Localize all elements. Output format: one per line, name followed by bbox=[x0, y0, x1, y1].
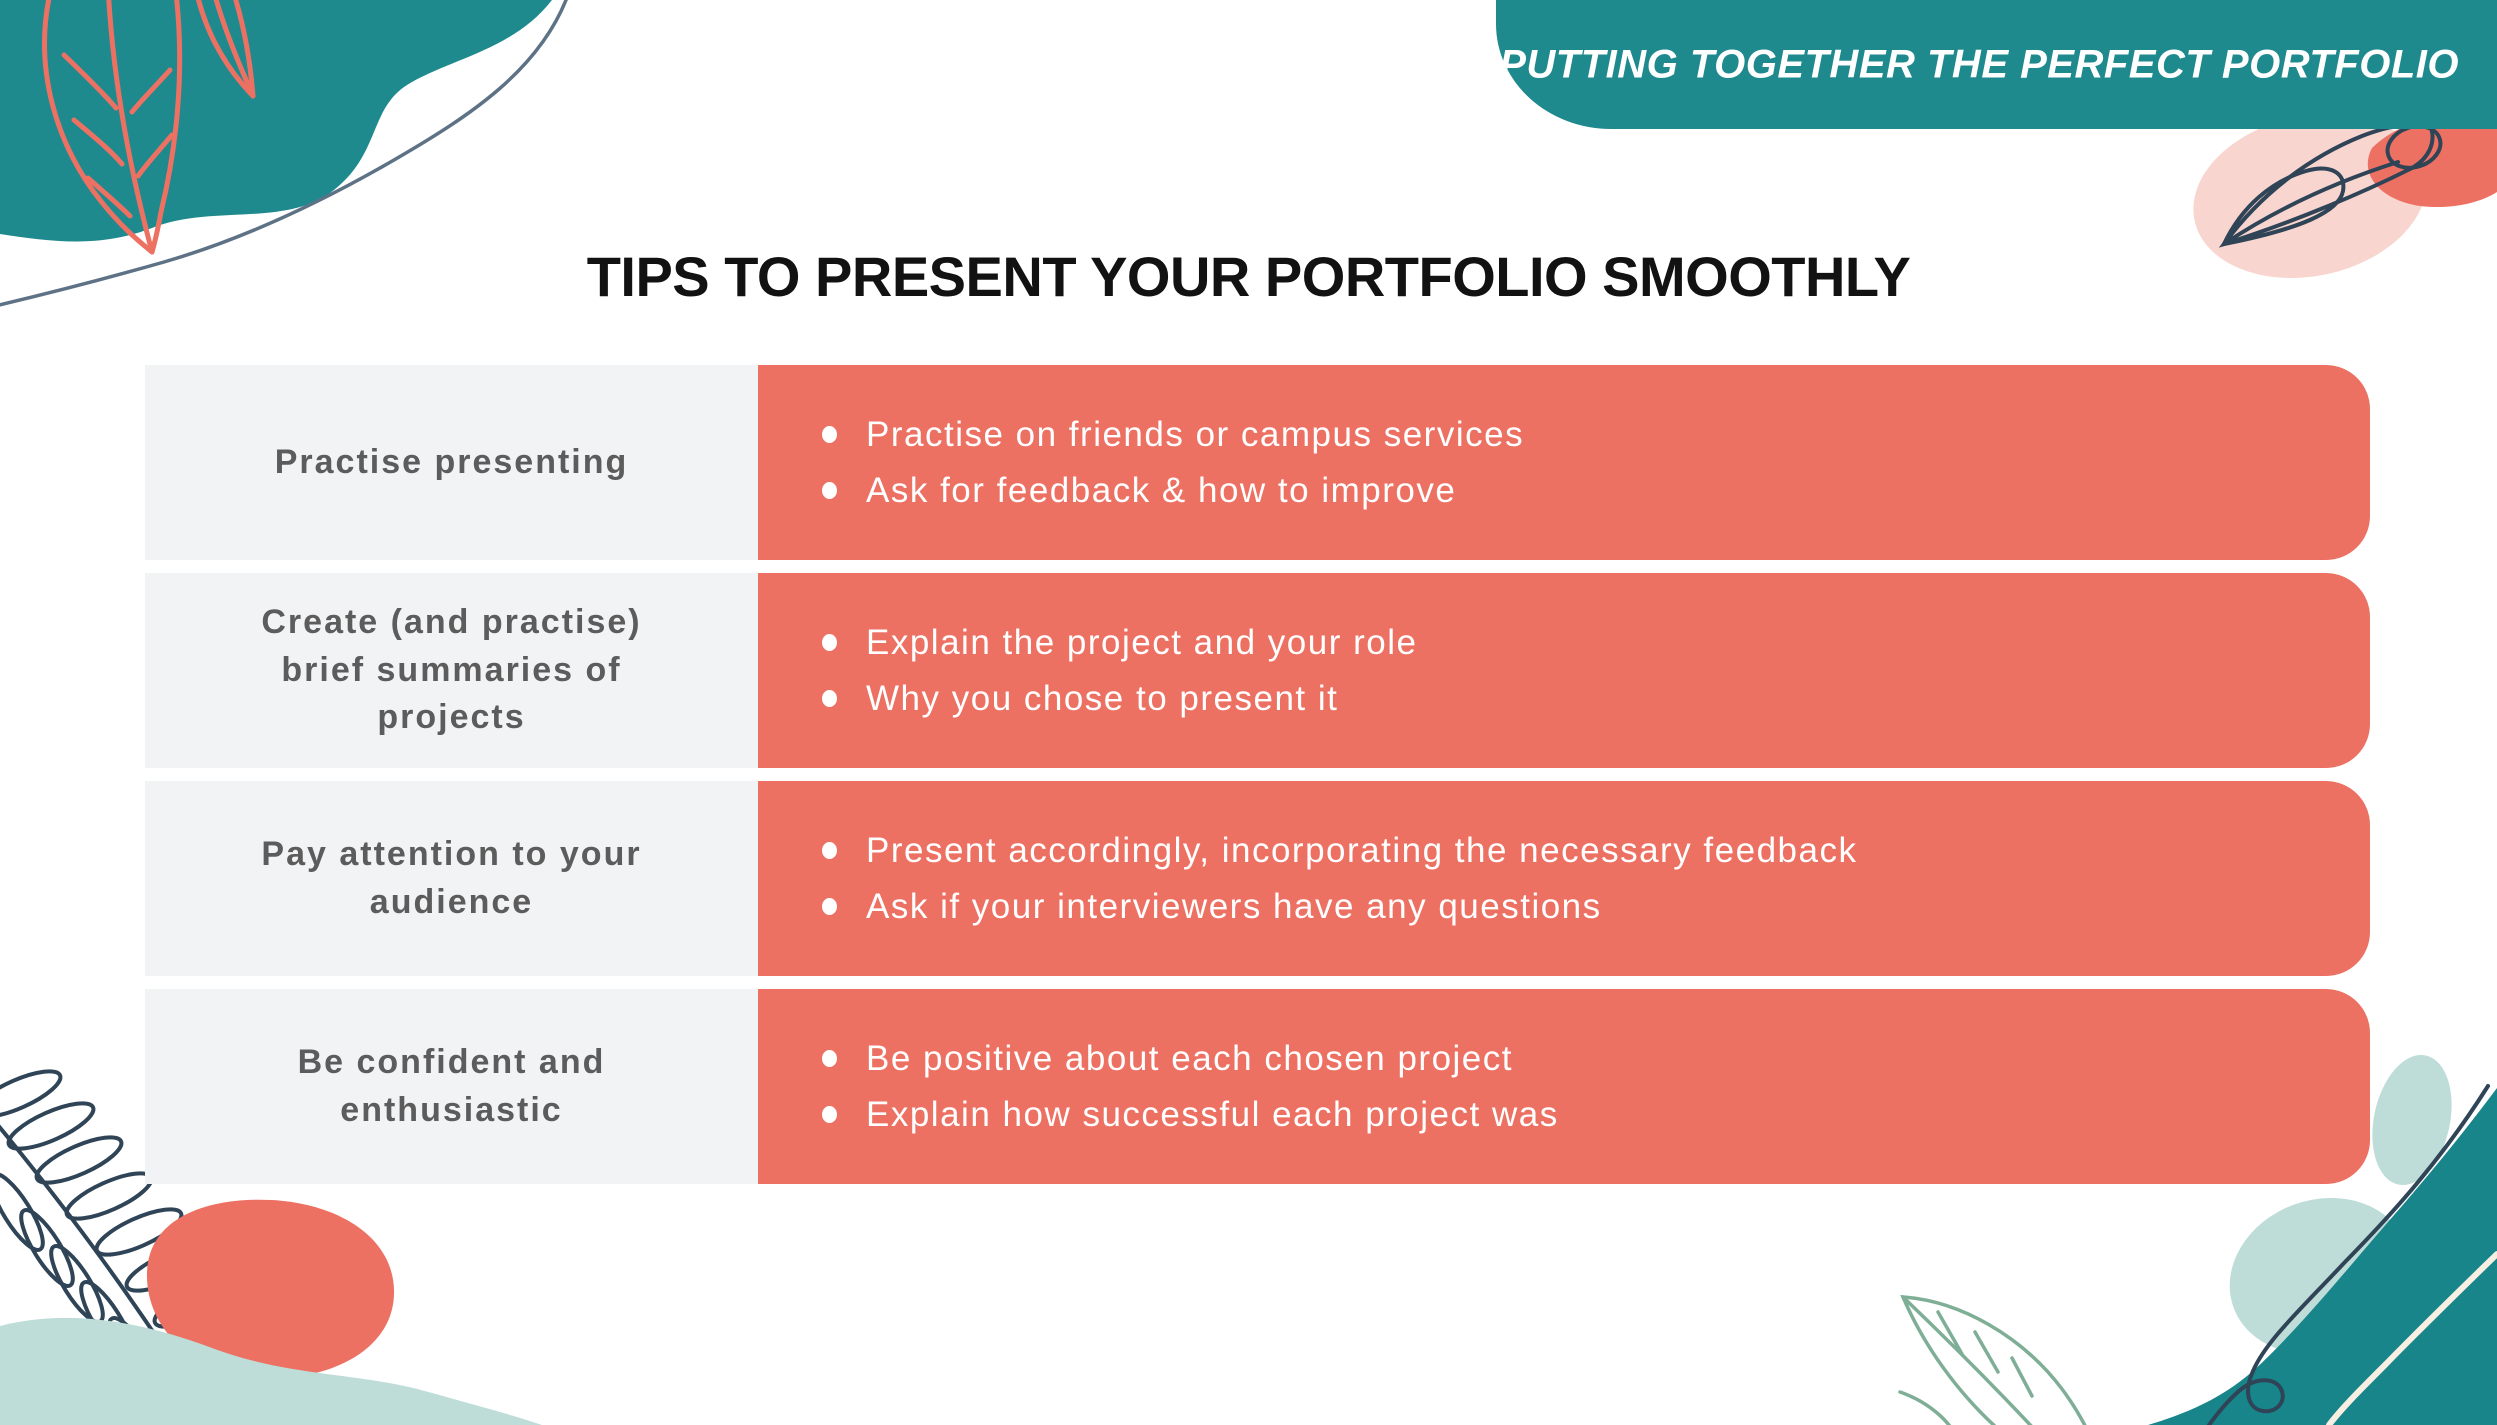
bullet-item bbox=[822, 887, 2370, 927]
row-label-cell bbox=[145, 989, 758, 1184]
row-content-cell bbox=[758, 989, 2370, 1184]
bullet-text: Ask for feedback & how to improve bbox=[866, 470, 1457, 510]
bullet-dot-icon bbox=[822, 1050, 837, 1067]
bullet-dot-icon bbox=[822, 634, 837, 651]
row-content-cell bbox=[758, 365, 2370, 560]
row-label-text: Be confident and enthusiastic bbox=[297, 1042, 606, 1129]
row-content-cell bbox=[758, 781, 2370, 976]
bullet-text: Why you chose to present it bbox=[866, 678, 1339, 718]
row-label-text: Practise presenting bbox=[274, 442, 629, 481]
row-content-cell bbox=[758, 573, 2370, 768]
green-leaf-icon bbox=[1900, 1297, 2105, 1425]
bullet-dot-icon bbox=[822, 690, 837, 707]
bullet-text: Present accordingly, incorporating the necessary feedback bbox=[866, 830, 1858, 870]
table-row bbox=[145, 573, 2370, 768]
bullet-dot-icon bbox=[822, 426, 837, 443]
row-label-cell bbox=[145, 365, 758, 560]
bullet-item bbox=[822, 1095, 2370, 1135]
table-row bbox=[145, 365, 2370, 560]
bullet-item bbox=[822, 1039, 2370, 1079]
row-label-cell bbox=[145, 573, 758, 768]
rows-container bbox=[145, 365, 2370, 1197]
teal-blob-top-left-shape bbox=[0, 0, 552, 242]
bullet-item bbox=[822, 831, 2370, 871]
bullet-text: Practise on friends or campus services bbox=[866, 414, 1525, 454]
row-label-text: Create (and practise) brief summaries of projects bbox=[261, 603, 642, 737]
bullet-dot-icon bbox=[822, 898, 837, 915]
bullet-dot-icon bbox=[822, 1106, 837, 1123]
bullet-item bbox=[822, 679, 2370, 719]
bullet-text: Ask if your interviewers have any questions bbox=[866, 886, 1602, 926]
table-row bbox=[145, 989, 2370, 1184]
bullet-text: Explain how successful each project was bbox=[866, 1094, 1559, 1134]
bullet-text: Explain the project and your role bbox=[866, 622, 1418, 662]
bullet-item bbox=[822, 415, 2370, 455]
page-title: TIPS TO PRESENT YOUR PORTFOLIO SMOOTHLY bbox=[586, 245, 1911, 308]
header-banner bbox=[1496, 0, 2497, 129]
banner-title: PUTTING TOGETHER THE PERFECT PORTFOLIO bbox=[1499, 42, 2459, 86]
bullet-item bbox=[822, 623, 2370, 663]
bullet-item bbox=[822, 471, 2370, 511]
table-row bbox=[145, 781, 2370, 976]
bullet-text: Be positive about each chosen project bbox=[866, 1038, 1513, 1078]
bullet-dot-icon bbox=[822, 482, 837, 499]
row-label-cell bbox=[145, 781, 758, 976]
row-label-text: Pay attention to your audience bbox=[261, 834, 642, 921]
bullet-dot-icon bbox=[822, 842, 837, 859]
